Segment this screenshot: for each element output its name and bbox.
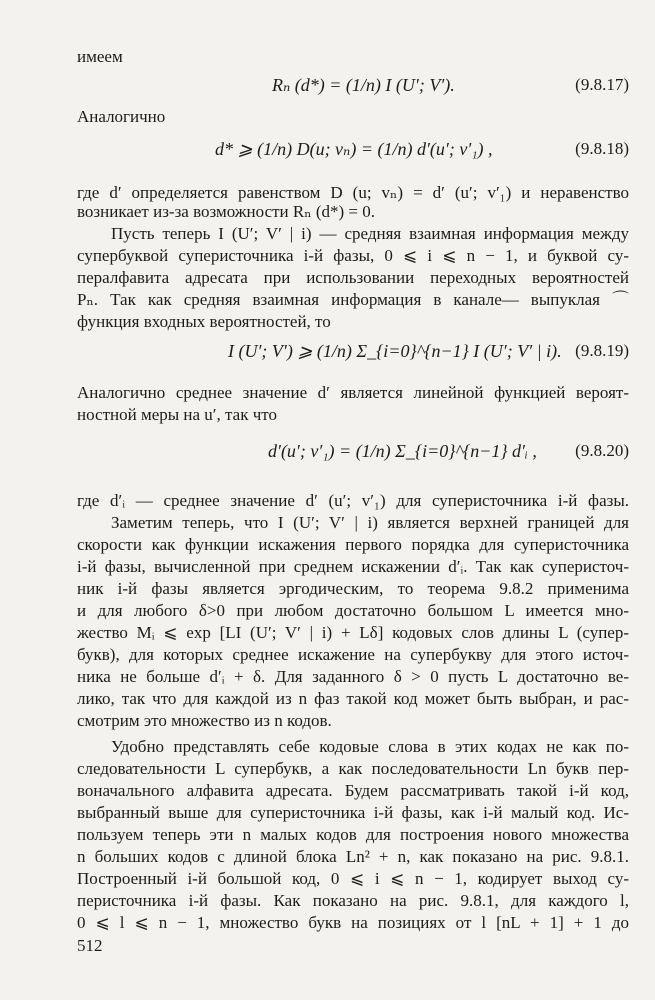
text-line: ник i-й фазы является эргодическим, то теорема 9.8.2 применима xyxy=(77,579,629,598)
text-line: Аналогично среднее значение d′ является линейной функцией вероят- xyxy=(77,383,629,402)
equation-9-8-19: I (U′; V′) ⩾ (1/n) Σ_{i=0}^{n−1} I (U′; V′ | i). xyxy=(228,341,562,361)
text-line: супербуквой суперисточника i-й фазы, 0 ⩽ i ⩽ n − 1, и буквой су- xyxy=(77,246,629,265)
text-line: скорости как функции искажения первого порядка для суперисточника xyxy=(77,535,629,554)
equation-number: (9.8.19) xyxy=(575,341,629,360)
paragraph-start: Заметим теперь, что I (U′; V′ | i) является верхней границей для xyxy=(111,513,629,532)
text-line: где d′ᵢ — среднее значение d′ (u′; v′₁) для суперисточника i-й фазы. xyxy=(77,491,629,510)
equation-9-8-18: d* ⩾ (1/n) D(u; vₙ) = (1/n) d′(u′; v′₁) , xyxy=(215,139,493,159)
text-line: смотрим это множество из n кодов. xyxy=(77,711,332,730)
text-line: пользуем теперь эти n малых кодов для построения нового множества xyxy=(77,825,629,844)
equation-number: (9.8.18) xyxy=(575,139,629,158)
text-line: n больших кодов с длиной блока Ln² + n, как показано на рис. 9.8.1. xyxy=(77,847,629,866)
text-line: и для любого δ>0 при любом достаточно большом L имеется мно- xyxy=(77,601,629,620)
text-line: жество Mᵢ ⩽ exp [LI (U′; V′ | i) + Lδ] кодовых слов длины L (супер- xyxy=(77,623,629,642)
text-line: пералфавита адресата при использовании переходных вероятностей xyxy=(77,268,629,287)
text-line: Pₙ. Так как средняя взаимная информация в канале— выпуклая ⌒ xyxy=(77,290,629,309)
text-line: воначального алфавита адресата. Будем рассматривать такой i-й код, xyxy=(77,781,629,800)
text-line: ностной меры на u′, так что xyxy=(77,405,277,424)
text-line: букв), для которых среднее искажение на супербукву для этого источ- xyxy=(77,645,629,664)
line-analogichno: Аналогично xyxy=(77,107,166,126)
text-line: i-й фазы, вычисленной при среднем искажении d′ᵢ. Так как суперисточ- xyxy=(77,557,629,576)
text-line: где d′ определяется равенством D (u; vₙ) = d′ (u′; v′₁) и неравенство xyxy=(77,183,629,202)
equation-9-8-20: d′(u′; v′₁) = (1/n) Σ_{i=0}^{n−1} d′ᵢ , xyxy=(268,441,537,461)
equation-9-8-17: Rₙ (d*) = (1/n) I (U′; V′). xyxy=(272,75,455,95)
text-line: Построенный i-й большой код, 0 ⩽ i ⩽ n − 1, кодирует выход су- xyxy=(77,869,629,888)
equation-number: (9.8.20) xyxy=(575,441,629,460)
text-line: 0 ⩽ l ⩽ n − 1, множество букв на позициях от l [nL + 1] + 1 до xyxy=(77,913,629,932)
equation-number: (9.8.17) xyxy=(575,75,629,94)
line-imeem: имеем xyxy=(77,47,123,66)
paragraph-start: Пусть теперь I (U′; V′ | i) — средняя взаимная информация между xyxy=(111,224,629,243)
text-line: функция входных вероятностей, то xyxy=(77,312,331,331)
text-line: перисточника i-й фазы. Как показано на рис. 9.8.1, для каждого l, xyxy=(77,891,629,910)
text-line: возникает из-за возможности Rₙ (d*) = 0. xyxy=(77,202,375,221)
paragraph-start: Удобно представлять себе кодовые слова в этих кодах не как по- xyxy=(111,737,629,756)
text-line: лико, так что для каждой из n фаз такой код может быть выбран, и рас- xyxy=(77,689,629,708)
text-line: выбранный выше для суперисточника i-й фазы, как i-й малый код. Ис- xyxy=(77,803,629,822)
page-number: 512 xyxy=(77,936,103,955)
text-line: ника не больше d′ᵢ + δ. Для заданного δ > 0 пусть L достаточно ве- xyxy=(77,667,629,686)
text-line: следовательности L супербукв, а как последовательности Ln букв пер- xyxy=(77,759,629,778)
